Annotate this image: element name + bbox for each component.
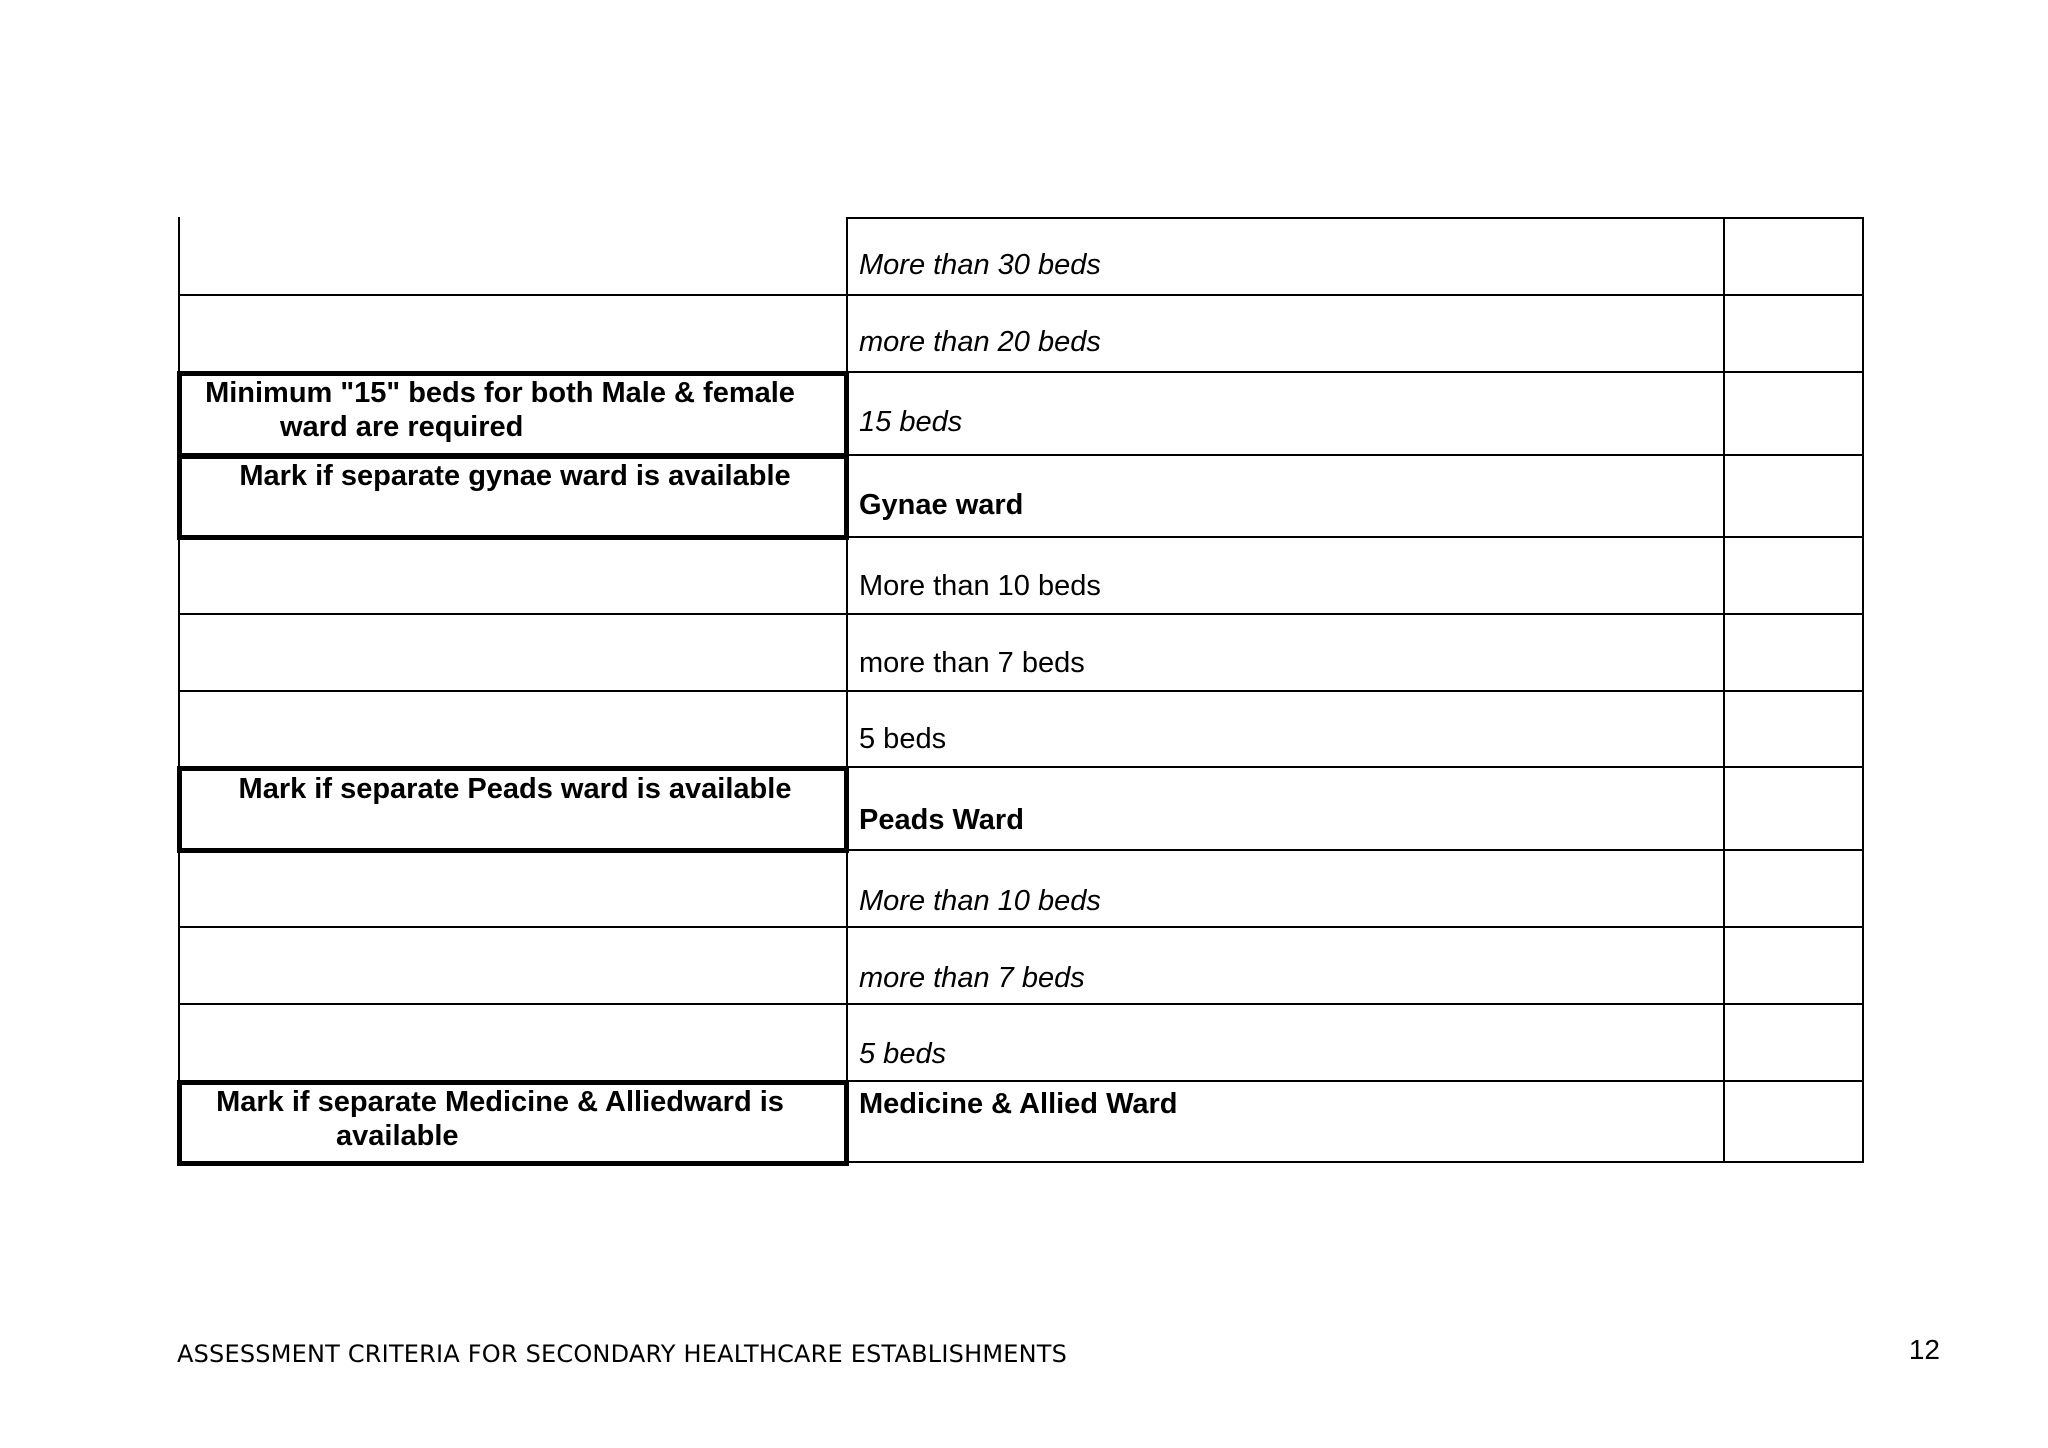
level-cell: More than 10 beds (859, 570, 1101, 602)
criterion-text-line: ward are required (280, 411, 524, 443)
level-cell: More than 10 beds (859, 885, 1101, 917)
table-gridline (178, 613, 1864, 615)
level-cell: more than 20 beds (859, 326, 1101, 358)
table-gridline (178, 1003, 1864, 1005)
table-gridline (178, 926, 1864, 928)
level-cell: 5 beds (859, 723, 947, 755)
criterion-text: Mark if separate Peads ward is available (238, 773, 792, 805)
table-gridline (178, 294, 1864, 296)
table-gridline (846, 1161, 1864, 1163)
level-cell: more than 7 beds (859, 647, 1085, 679)
footer-document-title: ASSESSMENT CRITERIA FOR SECONDARY HEALTHCARE ESTABLISHMENTS (177, 1340, 1068, 1368)
criterion-gynae-ward (190, 459, 840, 493)
table-gridline (846, 217, 1864, 219)
level-cell: Gynae ward (859, 489, 1024, 521)
criterion-medicine-ward (190, 1085, 810, 1153)
level-cell: Medicine & Allied Ward (859, 1088, 1178, 1120)
criterion-text-line: Mark if separate Medicine & Alliedward is (216, 1086, 784, 1118)
criterion-text: Mark if separate gynae ward is available (239, 460, 791, 492)
level-cell: 5 beds (859, 1038, 947, 1070)
criterion-beds-15 (190, 376, 810, 444)
criterion-text-line: available (336, 1120, 459, 1152)
table-gridline (178, 690, 1864, 692)
page-number: 12 (1908, 1334, 1940, 1365)
level-cell: 15 beds (859, 406, 963, 438)
level-cell: more than 7 beds (859, 962, 1085, 994)
level-cell: More than 30 beds (859, 249, 1101, 281)
criterion-text-line: Minimum "15" beds for both Male & female (205, 377, 795, 409)
criterion-peads-ward (190, 772, 840, 806)
level-cell: Peads Ward (859, 804, 1024, 836)
